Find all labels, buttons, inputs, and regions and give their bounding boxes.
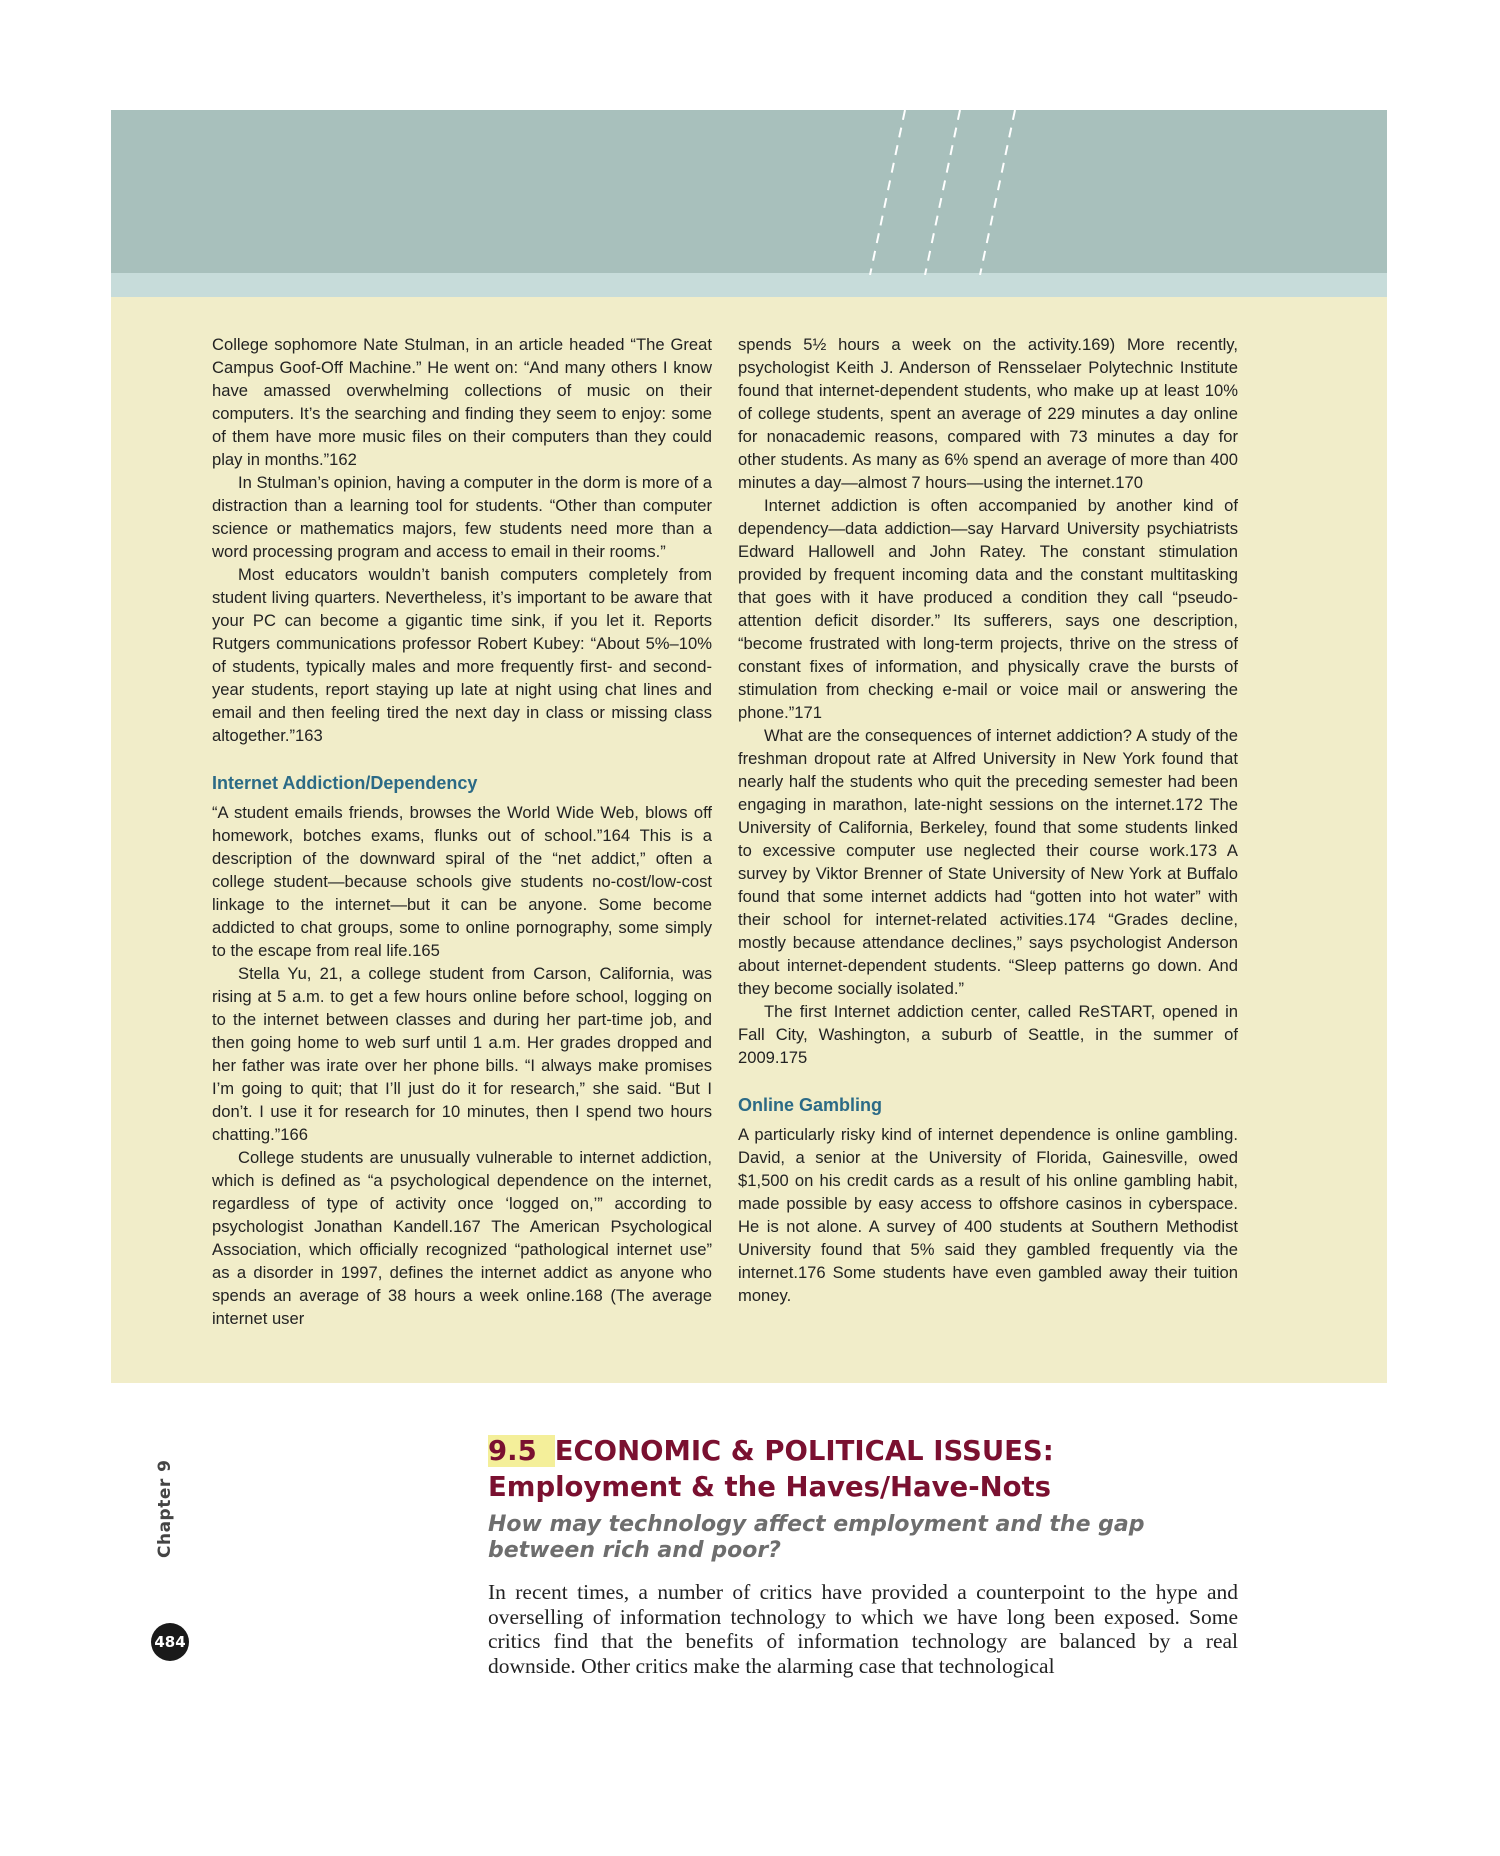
sidebar-left-column [212, 333, 712, 1330]
header-banner-strip [111, 273, 1387, 297]
section-title-line2: Employment & the Haves/Have-Nots [488, 1471, 1052, 1503]
sidebar-paragraph: College students are unusually vulnerable to internet addiction, which is defined as “a psychological dependence on the internet, regardless of type of activity once ‘logged on,’” according to psychologist Jonathan Kandell.167 The American Psychological Association, which officially recognized “pathological internet use” as a disorder in 1997, defines the internet addict as anyone who spends an average of 38 hours a week online.168 (The average internet user [212, 1148, 712, 1328]
page-number: 484 [151, 1623, 189, 1661]
sidebar-paragraph: A particularly risky kind of internet dependence is online gambling. David, a senior at the University of Florida, Gainesville, owed $1,500 on his credit cards as a result of his online gambling habit, made possible by easy access to offshore casinos in cyberspace. He is not alone. A survey of 400 students at Southern Methodist University found that 5% said they gambled frequently via the internet.176 Some students have even gambled away their tuition money. [738, 1125, 1238, 1305]
sidebar-paragraph: Most educators wouldn’t banish computers completely from student living quarters. Nevertheless, it’s important to be aware that your PC can become a gigantic time sink, if you let it. Reports Rutgers communications professor Robert Kubey: “About 5%–10% of students, typically males and more frequently first- and second-year students, report staying up late at night using chat lines and email and then feeling tired the next day in class or missing class altogether.”163 [212, 565, 712, 745]
sidebar-paragraph: What are the consequences of internet addiction? A study of the freshman dropout rate at Alfred University in New York found that nearly half the students who quit the preceding semester had been engaging in marathon, late-night sessions on the internet.172 The University of California, Berkeley, found that some students linked to excessive computer use neglected their course work.173 A survey by Viktor Brenner of State University of New York at Buffalo found that some internet addicts had “gotten into hot water” with their school for internet-related activities.174 “Grades decline, mostly because attendance declines,” says psychologist Anderson about internet-dependent students. “Sleep patterns go down. And they become socially isolated.” [738, 726, 1238, 998]
section-heading [488, 1433, 1288, 1505]
heading-internet-addiction: Internet Addiction/Dependency [212, 773, 478, 793]
sidebar-paragraph: “A student emails friends, browses the World Wide Web, blows off homework, botches exams, flunks out of school.”164 This is a description of the downward spiral of the “net addict,” often a college student—because schools give students no-cost/low-cost linkage to the internet—but it can be anyone. Some become addicted to chat groups, some to online pornography, some simply to the escape from real life.165 [212, 803, 712, 960]
sidebar-paragraph: In Stulman’s opinion, having a computer in the dorm is more of a distraction than a learning tool for students. “Other than computer science or mathematics majors, few students need more than a word processing program and access to email in their rooms.” [212, 473, 712, 561]
heading-online-gambling: Online Gambling [738, 1095, 883, 1115]
sidebar-paragraph: College sophomore Nate Stulman, in an article headed “The Great Campus Goof-Off Machine.” He went on: “And many others I know have amassed overwhelming collections of music on their computers. It’s the searching and finding they seem to enjoy: some of them have more music files on their computers than they could play in months.”162 [212, 335, 712, 469]
section-title-line1 [488, 1433, 1288, 1469]
header-banner [111, 110, 1387, 273]
sidebar-paragraph: Stella Yu, 21, a college student from Carson, California, was rising at 5 a.m. to get a few hours online before school, logging on to the internet between classes and during her part-time job, and then going home to web surf until 1 a.m. Her grades dropped and her father was irate over her phone bills. “I always make promises I’m going to quit; that I’ll just do it for research,” she said. “But I don’t. I use it for research for 10 minutes, then I spend two hours chatting.”166 [212, 964, 712, 1144]
section-question: How may technology affect employment and the gap between rich and poor? [488, 1512, 1145, 1563]
section-title-part1: ECONOMIC & POLITICAL ISSUES: [554, 1435, 1054, 1467]
sidebar-paragraph: The first Internet addiction center, called ReSTART, opened in Fall City, Washington, a suburb of Seattle, in the summer of 2009.175 [738, 1002, 1238, 1067]
dashed-lines-decoration [840, 110, 1060, 275]
sidebar-paragraph: Internet addiction is often accompanied by another kind of dependency—data addiction—say Harvard University psychiatrists Edward Hallowell and John Ratey. The constant stimulation provided by frequent incoming data and the constant multitasking that goes with it have produced a condition they call “pseudo-attention deficit disorder.” Its sufferers, says one description, “become frustrated with long-term projects, thrive on the stress of constant fixes of information, and physically crave the bursts of stimulation from checking e-mail or voice mail or answering the phone.”171 [738, 496, 1238, 722]
sidebar-paragraph: spends 5½ hours a week on the activity.169) More recently, psychologist Keith J. Anderson of Rensselaer Polytechnic Institute found that internet-dependent students, who make up at least 10% of college students, spent an average of 229 minutes a day online for nonacademic reasons, compared with 73 minutes a day for other students. As many as 6% spend an average of more than 400 minutes a day—almost 7 hours—using the internet.170 [738, 335, 1238, 492]
sidebar-right-column [738, 333, 1238, 1307]
section-number: 9.5 [488, 1435, 555, 1467]
section-body-text: In recent times, a number of critics have provided a counterpoint to the hype and overselling of information technology to which we have long been exposed. Some critics find that the benefits of information technology are balanced by a real downside. Other critics make the alarming case that technological [488, 1580, 1238, 1678]
chapter-label: Chapter 9 [155, 1459, 175, 1558]
